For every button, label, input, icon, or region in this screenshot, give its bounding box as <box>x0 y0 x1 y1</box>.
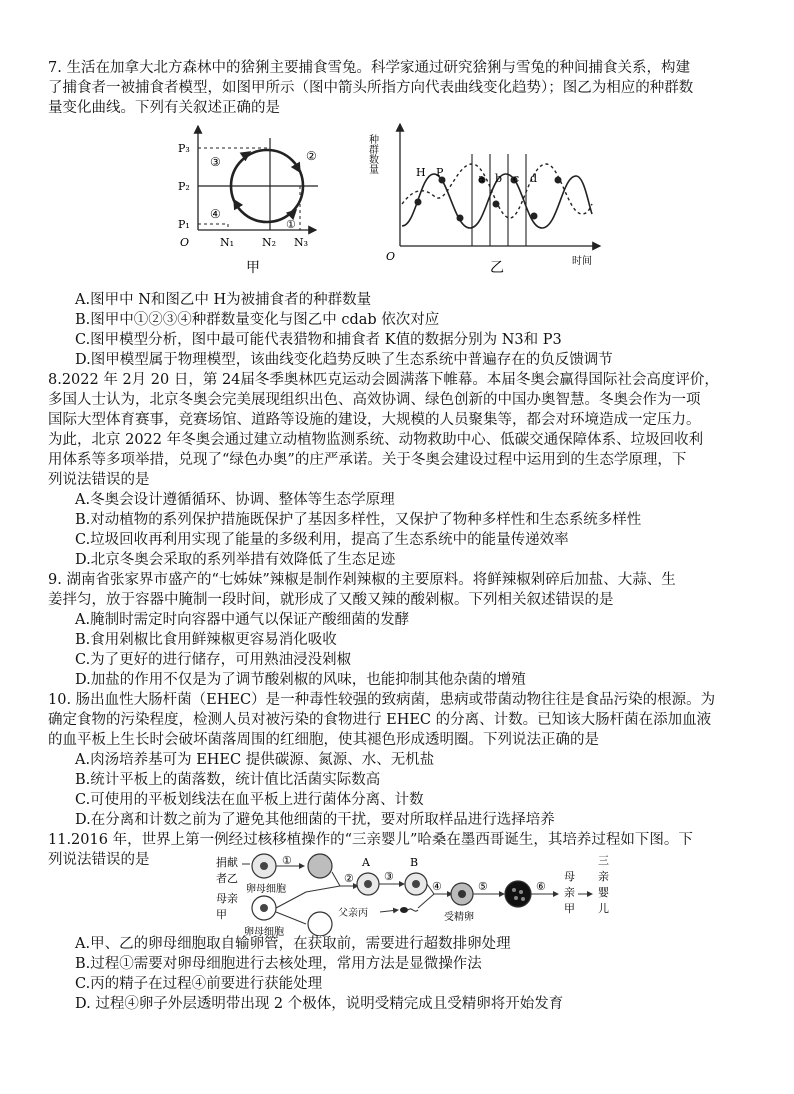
yi-label-a: a <box>478 172 485 185</box>
q10-option-c: C.可使用的平板划线法在血平板上进行菌体分离、计数 <box>75 792 424 808</box>
fig11-result-4: 儿 <box>598 902 609 915</box>
yi-label-b: b <box>495 172 503 185</box>
yi-ylabel: 种群数量 <box>366 134 378 174</box>
fig11-step-2: ② <box>344 872 354 885</box>
q10-option-a: A.肉汤培养基可为 EHEC 提供碳源、氮源、水、无机盐 <box>75 752 435 768</box>
jia-tick-p2: P₂ <box>178 180 190 193</box>
fig11-step-6: ⑥ <box>536 880 546 893</box>
q7-option-b: B.图甲中①②③④种群数量变化与图乙中 cdab 依次对应 <box>75 312 440 328</box>
yi-label-d: d <box>530 172 538 185</box>
fig11-fertilized: 受精卵 <box>444 912 474 923</box>
fig11-result-3: 婴 <box>598 886 609 899</box>
fig11-father: 父亲丙 <box>338 908 368 919</box>
fig11-letter-b: B <box>410 856 419 869</box>
fig11-letter-a: A <box>362 856 370 869</box>
q11-option-a: A.甲、乙的卵母细胞取自输卵管，在获取前，需要进行超数排卵处理 <box>75 936 511 952</box>
q9-option-c: C.为了更好的进行储存，可用熟油浸没剁椒 <box>75 652 352 668</box>
figure-three-parent-baby <box>208 852 618 936</box>
q10-stem-line-2: 确定食物的污染程度，检测人员对被污染的食物进行 EHEC 的分离、计数。已知该大肠杆菌在添加血液 <box>48 712 712 728</box>
q9-stem-line-1: 9. 湖南省张家界市盛产的“七姊妹”辣椒是制作剁辣椒的主要原料。将鲜辣椒剁碎后加盐、大蒜、生 <box>48 572 676 588</box>
q11-option-b: B.过程①需要对卵母细胞进行去核处理，常用方法是显微操作法 <box>75 956 482 972</box>
q8-option-d: D.北京冬奥会采取的系列举措有效降低了生态足迹 <box>75 552 396 568</box>
q11-stem-line-1: 11.2016 年，世界上第一例经过核移植操作的“三亲婴儿”哈桑在墨西哥诞生，其培养过程如下图。下 <box>48 832 693 848</box>
q8-stem-line-4: 为此，北京 2022 年冬奥会通过建立动植物监测系统、动物救助中心、低碳交通保障体系、垃圾回收利 <box>48 432 704 448</box>
jia-caption: 甲 <box>246 260 260 276</box>
fig11-mother-b-1: 母 <box>564 870 575 883</box>
q7-stem-line-1: 7. 生活在加拿大北方森林中的猞猁主要捕食雪兔。科学家通过研究猞猁与雪兔的种间捕食关系，构建 <box>48 60 690 76</box>
q10-option-d: D.在分离和计数之前为了避免其他细菌的干扰，要对所取样品进行选择培养 <box>75 812 555 828</box>
fig11-egg-label-2: 卵母细胞 <box>244 927 284 936</box>
fig11-mother-2: 甲 <box>216 908 227 921</box>
q8-option-a: A.冬奥会设计遵循循环、协调、整体等生态学原理 <box>75 492 395 508</box>
q8-option-b: B.对动植物的系列保护措施既保护了基因多样性，又保护了物种多样性和生态系统多样性 <box>75 512 642 528</box>
fig11-result-2: 亲 <box>598 870 609 883</box>
jia-origin: O <box>180 236 190 249</box>
jia-tick-n2: N₂ <box>262 236 277 249</box>
fig11-mother-1: 母亲 <box>216 892 238 905</box>
fig11-donor-2: 者乙 <box>216 872 238 885</box>
q7-option-c: C.图甲模型分析，图中最可能代表猎物和捕食者 K值的数据分别为 N3和 P3 <box>75 332 562 348</box>
jia-tick-p3: P₃ <box>178 142 190 155</box>
q11-stem-line-2: 列说法错误的是 <box>48 852 150 868</box>
q10-stem-line-3: 的血平板上生长时会破坏菌落周围的红细胞，使其褪色形成透明圈。下列说法正确的是 <box>48 732 599 748</box>
q9-option-d: D.加盐的作用不仅是为了调节酸剁椒的风味，也能抑制其他杂菌的增殖 <box>75 672 526 688</box>
q9-option-a: A.腌制时需定时向容器中通气以保证产酸细菌的发酵 <box>75 612 410 628</box>
q8-stem-line-1: 8.2022 年 2月 20 日，第 24届冬季奥林匹克运动会圆满落下帷幕。本届冬奥会赢得国际社会高度评价， <box>48 372 719 388</box>
q10-stem-line-1: 10. 肠出血性大肠杆菌（EHEC）是一种毒性较强的致病菌，患病或带菌动物往往是食品污染的根源。为 <box>48 692 716 708</box>
yi-label-h: H <box>416 166 426 179</box>
fig11-egg-label-1: 卵母细胞 <box>246 884 286 895</box>
q9-stem-line-2: 姜拌匀，放于容器中腌制一段时间，就形成了又酸又辣的酸剁椒。下列相关叙述错误的是 <box>48 592 614 608</box>
jia-region-3: ③ <box>210 155 221 169</box>
jia-tick-n1: N₁ <box>220 236 235 249</box>
yi-xlabel: 时间 <box>572 256 592 267</box>
jia-tick-p1: P₁ <box>178 218 190 231</box>
figure-jia <box>168 118 328 278</box>
jia-tick-n3: N₃ <box>294 236 309 249</box>
fig11-step-5: ⑤ <box>478 880 488 893</box>
q9-option-b: B.食用剁椒比食用鲜辣椒更容易消化吸收 <box>75 632 337 648</box>
yi-caption: 乙 <box>490 260 504 276</box>
yi-label-p: P <box>436 166 444 179</box>
q8-stem-line-2: 多国人士认为，北京冬奥会完美展现组织出色、高效协调、绿色创新的中国办奥智慧。冬奥会作为一项 <box>48 392 701 408</box>
q11-option-d: D. 过程④卵子外层透明带出现 2 个极体，说明受精完成且受精卵将开始发育 <box>75 996 564 1012</box>
fig11-step-1: ① <box>282 854 292 867</box>
fig11-result-1: 三 <box>598 854 609 867</box>
jia-region-1: ① <box>286 218 296 231</box>
figure-yi <box>362 118 612 278</box>
jia-region-4: ④ <box>210 207 221 221</box>
fig11-step-4: ④ <box>432 880 442 893</box>
q8-stem-line-6: 列说法错误的是 <box>48 472 150 488</box>
q8-option-c: C.垃圾回收再利用实现了能量的多级利用，提高了生态系统中的能量传递效率 <box>75 532 569 548</box>
q7-option-a: A.图甲中 N和图乙中 H为被捕食者的种群数量 <box>75 292 372 308</box>
q7-stem-line-2: 了捕食者一被捕食者模型，如图甲所示（图中箭头所指方向代表曲线变化趋势）；图乙为相应的种群数 <box>48 80 694 96</box>
q8-stem-line-3: 国际大型体育赛事，竞赛场馆、道路等设施的建设，大规模的人员聚集等，都会对环境造成一定压力。 <box>48 412 701 428</box>
fig11-step-3: ③ <box>384 870 394 883</box>
jia-region-2: ② <box>306 149 317 163</box>
q8-stem-line-5: 用体系等多项举措，兑现了“绿色办奥”的庄严承诺。关于冬奥会建设过程中运用到的生态学原理，下 <box>48 452 687 468</box>
fig11-donor-1: 捐献 <box>216 856 238 869</box>
yi-origin: O <box>386 250 396 263</box>
yi-label-c: c <box>513 172 520 185</box>
q7-stem-line-3: 量变化曲线。下列有关叙述正确的是 <box>48 100 280 116</box>
q7-option-d: D.图甲模型属于物理模型，该曲线变化趋势反映了生态系统中普遍存在的负反馈调节 <box>75 352 613 368</box>
fig11-mother-b-2: 亲 <box>564 886 575 899</box>
q10-option-b: B.统计平板上的菌落数，统计值比活菌实际数高 <box>75 772 381 788</box>
fig11-mother-b-3: 甲 <box>564 902 575 915</box>
q11-option-c: C.丙的精子在过程④前要进行获能处理 <box>75 976 323 992</box>
